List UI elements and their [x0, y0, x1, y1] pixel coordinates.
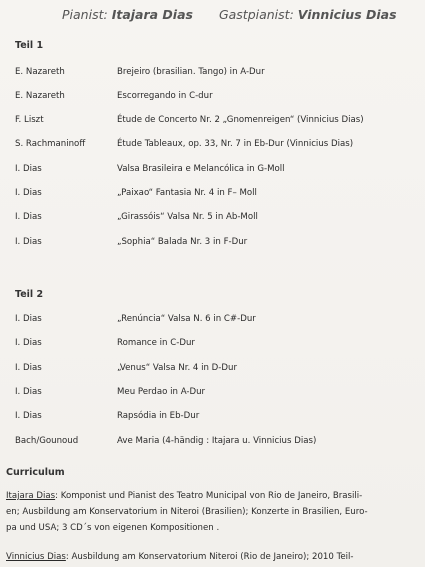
piece: Escorregando in C-dur — [117, 91, 213, 101]
piece: Brejeiro (brasilian. Tango) in A-Dur — [117, 67, 265, 77]
program-row — [15, 115, 420, 129]
piece: „Paixao“ Fantasia Nr. 4 in F– Moll — [117, 188, 257, 198]
composer: F. Liszt — [15, 115, 44, 125]
piece: Meu Perdao in A-Dur — [117, 387, 206, 397]
piece: „Sophia“ Balada Nr. 3 in F-Dur — [117, 237, 248, 247]
pianist-label: Pianist: — [62, 7, 108, 22]
program-row — [15, 411, 420, 425]
program-row — [15, 91, 420, 105]
bio-itajara — [6, 488, 420, 536]
curriculum-title: Curriculum — [6, 467, 65, 478]
piece: „Girassóis“ Valsa Nr. 5 in Ab-Moll — [117, 212, 258, 222]
program-header — [62, 7, 397, 22]
piece: Valsa Brasileira e Melancólica in G-Moll — [117, 164, 285, 174]
bio-text: pa und USA; 3 CD´s von eigenen Kompositionen . — [6, 523, 220, 533]
program-row — [15, 164, 420, 178]
program-row — [15, 67, 420, 81]
program-row — [15, 314, 420, 328]
program-row — [15, 338, 420, 352]
bio-text: : Komponist und Pianist des Teatro Municipal von Rio de Janeiro, Brasili- — [55, 491, 363, 501]
composer: I. Dias — [15, 363, 42, 373]
bio-text: : Ausbildung am Konservatorium Niteroi (Rio de Janeiro); 2010 Teil- — [65, 552, 354, 562]
composer: I. Dias — [15, 387, 42, 397]
program-row — [15, 212, 420, 226]
composer: I. Dias — [15, 314, 42, 324]
guest-pianist-name: Vinnicius Dias — [297, 7, 397, 22]
bio-vinnicius — [6, 549, 420, 565]
part2-title: Teil 2 — [15, 289, 44, 300]
composer: E. Nazareth — [15, 91, 65, 101]
bio-text: en; Ausbildung am Konservatorium in Niteroi (Brasilien); Konzerte in Brasilien, Euro- — [6, 507, 368, 517]
composer: I. Dias — [15, 212, 42, 222]
bio-name: Itajara Dias — [6, 491, 56, 501]
program-row — [15, 139, 420, 153]
program-row — [15, 436, 420, 450]
piece: „Renúncia“ Valsa N. 6 in C#-Dur — [117, 314, 256, 324]
piece: „Venus“ Valsa Nr. 4 in D-Dur — [117, 363, 237, 373]
composer: Bach/Gounoud — [15, 436, 79, 446]
program-row — [15, 237, 420, 251]
piece: Ave Maria (4-händig : Itajara u. Vinnicius Dias) — [117, 436, 317, 446]
pianist-name: Itajara Dias — [111, 7, 193, 22]
composer: E. Nazareth — [15, 67, 65, 77]
piece: Rapsódia in Eb-Dur — [117, 411, 200, 421]
piece: Étude Tableaux, op. 33, Nr. 7 in Eb-Dur (Vinnicius Dias) — [117, 139, 354, 149]
composer: I. Dias — [15, 237, 42, 247]
composer: I. Dias — [15, 411, 42, 421]
program-row — [15, 363, 420, 377]
composer: I. Dias — [15, 188, 42, 198]
composer: I. Dias — [15, 164, 42, 174]
program-row — [15, 387, 420, 401]
composer: S. Rachmaninoff — [15, 139, 86, 149]
piece: Étude de Concerto Nr. 2 „Gnomenreigen“ (Vinnicius Dias) — [117, 115, 364, 125]
program-row — [15, 188, 420, 202]
piece: Romance in C-Dur — [117, 338, 195, 348]
composer: I. Dias — [15, 338, 42, 348]
bio-name: Vinnicius Dias — [6, 552, 66, 562]
part1-title: Teil 1 — [15, 40, 44, 51]
guest-pianist-label: Gastpianist: — [218, 7, 294, 22]
